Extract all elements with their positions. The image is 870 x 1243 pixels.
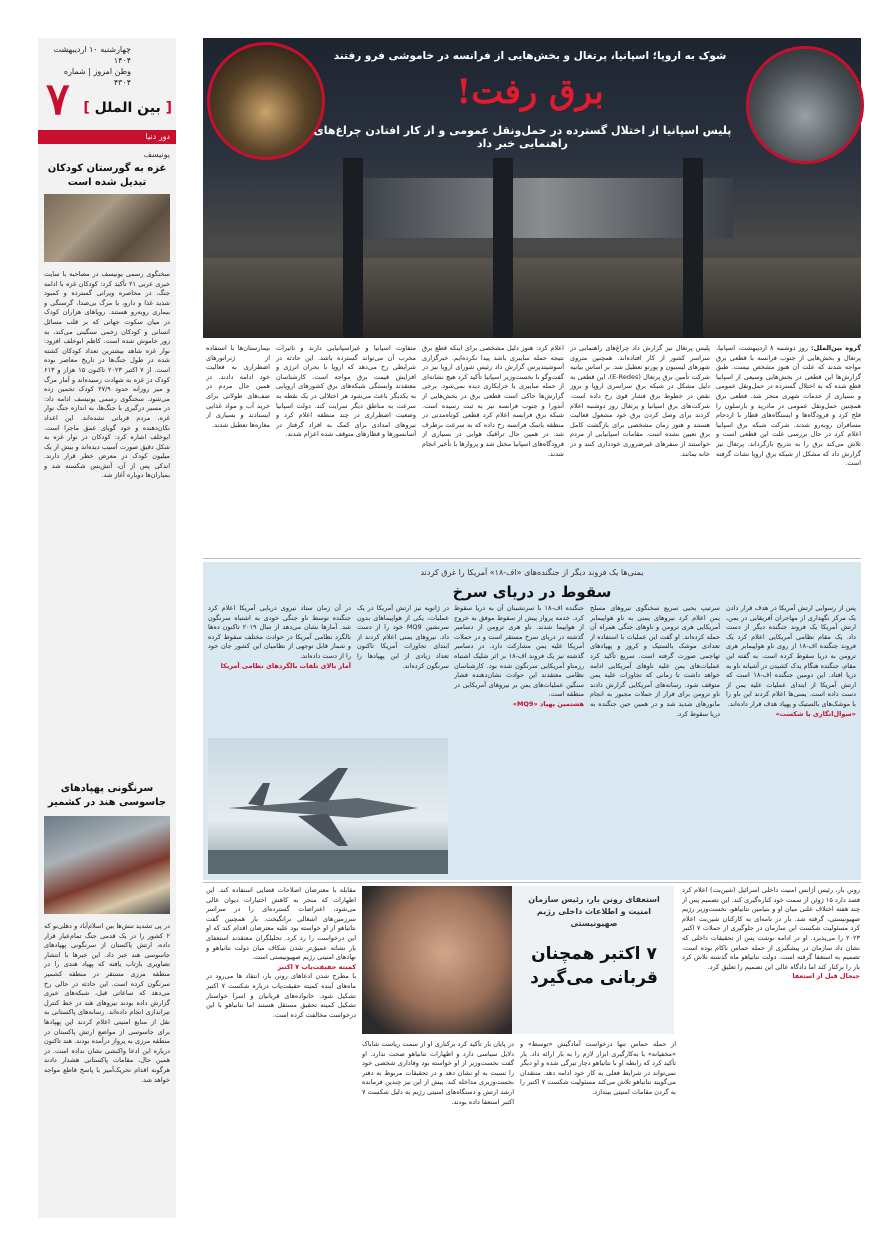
bottom-story-column-3: در پایان بار تأکید کرد برکناری او از سمت ریاست شاباک دلایل سیاسی دارد و اظهارات نتانیاهو صحت ندارد. او گفت نخست‌وزیر از او خواسته بود وفاداری شخصی خود را نسبت به او نشان دهد و در تحقیقات مربوط به دفتر نخست‌وزیری مداخله کند. پیش از این نیز چندین فرمانده ارشد ارتش و دستگاه‌های امنیتی رژیم به دلیل شکست ۷ اکتبر استعفا داده بودند. [362,1040,514,1106]
sidebar-story2-title: سرنگونی پهپادهای جاسوسی هند در کشمیر [47,783,167,808]
mid-story-column-1 [726,604,856,874]
bottom-story-subhead-1: جنجال قبل از استعفا [792,972,860,981]
mid-story-column-1-text: پس از رسوایی ارتش آمریکا در هدف قرار دادن یک مرکز نگهداری از مهاجران آفریقایی در یمن، ارتش آمریکا یک فروند جنگنده دیگر از دست داد. یک مقام نظامی آمریکایی اعلام کرد یک فروند جنگنده اف-۱۸ از روی ناو هواپیمابر هری ترومن به دریا سقوط کرده است. به گفته این مقام، جنگنده هنگام یدک کشیدن در آشیانه ناو به دریا افتاد. این دومین جنگنده اف-۱۸ است که ارتش آمریکا از ابتدای عملیات علیه یمن از دست داده است. یمنی‌ها اعلام کردند این ناو را با موشک‌های بالستیک و پهپاد هدف قرار داده‌اند. [726,604,856,708]
top-story-inset-photo-right [746,46,864,164]
top-story-lead-label: گروه بین‌الملل: [811,344,861,352]
bottom-story-column-4-text: مقابله با معترضان اصلاحات قضایی استفاده کند. این اظهارات که منجر به کاهش اختیارات دیوان عالی می‌شود، اعتراضات گسترده‌ای را در سراسر سرزمین‌های اشغالی برانگیخت. بار همچنین گفت نتانیاهو از او خواسته بود علیه معترضان اقدام کند که او این درخواست را رد کرد. تحلیلگران معتقدند استعفای بار نشانه عمیق‌تر شدن شکاف میان دولت نتانیاهو و نهادهای امنیتی رژیم صهیونیستی است. [206,886,356,962]
sidebar-story1-kicker: یونیسف [143,150,170,159]
issue-number-line: وطن امروز | شماره ۴۳۰۴ [63,67,131,87]
bottom-story-subhead-2: کمیته حقیقت‌یاب ۷ اکتبر [277,962,356,971]
section-title-text: بین الملل [94,100,161,116]
mid-story-column-5-text: در آن زمان ستاد نیروی دریایی آمریکا اعلام کرد جنگنده توسط ناو جنگی خودی به اشتباه سرنگون شد. آمارها نشان می‌دهد از سال ۲۰۱۹ تاکنون ده‌ها بالگرد نظامی آمریکا در حوادث مختلف سقوط کرده و شمار قابل توجهی از نظامیان این کشور جان خود را از دست داده‌اند. [208,604,351,660]
top-story-column-3: اعلام کرد: هنوز دلیل مشخصی برای اینکه قطع برق نتیجه حمله سایبری باشد پیدا نکرده‌ایم. خبرگزاری آسوشیتدپرس گزارش داد رئیس شورای اروپا نیز در گفت‌وگو با نخست‌وزیر اسپانیا تأکید کرد هیچ نشانه‌ای از حمله سایبری یا خرابکاری دیده نمی‌شود. برخی گزارش‌ها حاکی است قطعی برق در بخش‌هایی از آندورا و جنوب فرانسه نیز به ثبت رسیده است. شبکه برق فرانسه اعلام کرد قطعی کوتاه‌مدتی در منطقه باسک فرانسه رخ داده که به سرعت برطرف شد. در همین حال ترافیک هوایی در بسیاری از فرودگاه‌های اسپانیا مختل شد و پروازها با تأخیر انجام شدند. [422,344,564,458]
sidebar-story1-photo [44,194,170,262]
bottom-story-column-1-text: رونن بار، رئیس آژانس امنیت داخلی اسرائیل (شین‌بت) اعلام کرد قصد دارد ۱۵ ژوئن از سمت خود کناره‌گیری کند. این تصمیم پس از چند هفته اختلاف علنی میان او و بنیامین نتانیاهو، نخست‌وزیر رژیم صهیونیستی، گرفته شد. بار در نامه‌ای به کارکنان شین‌بت اعلام کرد مسئولیت شکست این سازمان در جلوگیری از حملات ۷ اکتبر ۲۰۲۳ را می‌پذیرد. او در ادامه نوشت پس از تحقیقات داخلی که نشان داد سازمان در پیشگیری از حمله حماس ناکام بوده است، تصمیم به استعفا گرفته است. دولت نتانیاهو ماه گذشته تلاش کرد بار را برکنار کند اما دادگاه عالی این تصمیم را تعلیق کرد. [682,886,860,971]
mid-story-title: سقوط در دریای سرخ [452,583,612,601]
mid-story-column-3 [454,604,584,874]
mid-story-subhead-1: «سوال‌انگاری یا شکست» [775,709,856,718]
sidebar [38,38,176,1218]
mid-story-column-5 [208,604,351,734]
divider [203,882,861,883]
fighter-jet-photo [208,738,448,874]
page-number: ۷ [46,74,70,125]
portrait-photo [362,886,512,1034]
top-story-column-1-text: روز دوشنبه ۸ اردیبهشت، اسپانیا، پرتغال و بخش‌هایی از جنوب فرانسه با قطعی برق مواجه شدند که علت آن هنوز مشخص نیست. طبق گزارش‌ها این قطعی در بخش‌هایی وسیعی از اسپانیا قطع شده که به اختلال گسترده در حمل‌ونقل عمومی و بسیاری از خدمات شهری منجر شد. قطعی برق همچنین حمل‌ونقل عمومی در مادرید و بارسلون را فلج کرد و فرودگاه‌ها و ایستگاه‌های قطار با ازدحام مسافران روبه‌رو شدند. شرکت شبکه برق اسپانیا اعلام کرد در حال بررسی علت این قطعی است و تلاش می‌کند برق را به تدریج بازگرداند. پرتغال نیز گزارش داد که مشکل از شبکه برق اروپا نشات گرفته است. [716,344,861,468]
mid-story-column-4: در ژانویه نیز ارتش آمریکا در یک عملیات، یکی از هواپیماهای بدون سرنشین MQ9 خود را از دست داد. نیروهای یمنی اعلام کردند از ابتدای تجاوزات آمریکا تاکنون تعداد زیادی از این پهپادها را سرنگون کرده‌اند. [357,604,449,670]
mid-story-subhead-2: هشتمین پهپاد «MQ9» [512,699,584,708]
bottom-story-column-4b-text: با مطرح شدن ادعاهای رونن بار، انتقاد ها می‌رود در ماه‌های آینده کمیته حقیقت‌یاب درباره شکست ۷ اکتبر تشکیل شود. خانواده‌های قربانیان و اسرا خواستار تشکیل کمیته تحقیق مستقل هستند اما نتانیاهو با این درخواست مخالفت کرده است. [206,972,356,1019]
sidebar-story1-title: غزه به گورستان کودکان تبدیل شده است [47,163,167,188]
mid-story-column-3-text: جنگنده اف-۱۸ با سرنشینان آن به دریا سقوط کرد. خدمه پرواز پیش از سقوط موفق به خروج از هواپیما شدند. ناو هری ترومن از دسامبر گذشته در دریای سرخ مستقر است و در حملات آمریکا علیه یمن مشارکت دارد. در دسامبر گذشته نیز یک فروند اف-۱۸ بر اثر شلیک اشتباه رزمناو آمریکایی سرنگون شده بود. کارشناسان نظامی معتقدند این حوادث نشان‌دهنده فشار سنگین عملیات‌های یمن بر نیروهای آمریکایی در منطقه است. [454,604,584,699]
issue-date-line: چهارشنبه ۱۰ اردیبهشت ۱۴۰۴ [53,45,131,65]
sidebar-story1-body: سخنگوی رسمی یونیسف در مصاحبه با سایت خبری عربی ۲۱ تأکید کرد: کودکان غزه با ادامه جنگ، در محاصره ویرانی گسترده و کمبود شدید غذا و دارو، با مرگ بی‌صدا، گرسنگی و بیماری روبه‌رو هستند. رویاهای هزاران کودک در میان سکوت جهانی که بر قلب مسائل انسانی و کودکان زخمی سنگینی می‌کند، به زور خاموش شده است. کاظم ابوخلف افزود: نوار غزه شاهد بیشترین تعداد کودکان کشته شده در طول جنگ‌ها در تاریخ معاصر بوده است. از ۷ اکتبر ۲۰۲۳ تاکنون ۱۵ هزار و ۶۱۳ کودک در غزه به شهادت رسیده‌اند و آمار مرگ و میر روزانه حدود ۲۷/۹ کودک تخمین زده می‌شود. سخنگوی رسمی یونیسف ادامه داد: در مسیر درگیری با جنگ‌ها، به اندازه جنگ نوار غزه، مردم قربانی نشده‌اند. این اعداد نکان‌دهنده و خود گویای عمق ماجرا است. ابوخلف اشاره کرد: کودکان در نوار غزه به شکل دقیق صورت آسیب دیده‌اند و بیش از یک میلیون کودک در معرض خطر قرار دارند. اندکی پس از آن، آتش‌بس شکسته شد و بمباران‌ها دوباره آغاز شد. [44,270,170,480]
section-title: [ بین الملل ] [83,100,172,116]
bottom-story-kicker: استعفای رونن بار، رئیس سازمان امنیت و اطلاعات داخلی رژیم صهیونیستی [528,895,660,928]
mid-story-column-2: سرتیپ یحیی سریع سخنگوی نیروهای مسلح یمن اعلام کرد نیروهای یمنی به ناو هواپیمابر آمریکایی هری ترومن و ناوهای جنگی همراه آن حمله کرده‌اند. او گفت این عملیات با استفاده از تعدادی موشک بالستیک و کروز و پهپادهای تهاجمی صورت گرفته است. سریع تأکید کرد عملیات‌های یمن علیه ناوهای آمریکایی ادامه خواهد داشت تا زمانی که تجاوزات علیه یمن متوقف شود. رسانه‌های آمریکایی گزارش دادند ناو ترومن برای فرار از حملات مجبور به انجام مانورهای شدید شد و در همین حین جنگنده به دریا سقوط کرد. [590,604,720,718]
top-story-column-1 [716,344,861,556]
top-story-subtitle: پلیس اسپانیا از اختلال گسترده در حمل‌ونقل عمومی و از کار افتادن چراغ‌های راهنمایی خبر داد [313,124,732,150]
section-tag: دور دنیا [38,130,176,144]
divider [203,558,861,559]
bottom-story-column-4 [206,886,356,1214]
top-story-column-4: متفاوت اسپانیا و غیراسپانیایی دارند و تاثیرات مخرب آن می‌تواند گسترده باشد. این حادثه در شرایطی رخ می‌دهد که اروپا با بحران انرژی و افزایش قیمت برق مواجه است. کارشناسان معتقدند وابستگی شبکه‌های برق کشورهای اروپایی به یکدیگر باعث می‌شود هر اختلالی در یک نقطه به سرعت به مناطق دیگر سرایت کند. دولت اسپانیا وضعیت اضطراری در چند منطقه اعلام کرد و نیروهای امدادی برای کمک به افراد گرفتار در آسانسورها و قطارهای متوقف شده اعزام شدند. [276,344,416,439]
top-story-inset-photo-left [207,42,325,160]
mid-story-subhead-3: آمار بالای تلفات بالگردهای نظامی آمریکا [220,661,351,670]
top-story-title: برق رفت! [456,72,604,112]
mid-story-kicker: یمنی‌ها یک فروند دیگر از جنگنده‌های «اف-۱۸» آمریکا را غرق کردند [420,568,644,577]
top-story-kicker: شوک به اروپا؛ اسپانیا، پرتغال و بخش‌هایی از فرانسه در خاموشی فرو رفتند [333,50,727,62]
sidebar-story2-body: در پی تشدید تنش‌ها بین اسلام‌آباد و دهلی‌نو که ۲ کشور را در یک قدمی جنگ تمام‌عیار قرار داده، ارتش پاکستان از سرنگونی پهپادهای جاسوسی هند خبر داد. این خبرها با انتشار تصاویری بازتاب یافته که پهپاد هندی را در منطقه مرزی مستقر در منطقه کشمیر سرنگون کرده است. این حادثه در حالی رخ می‌دهد که ساعاتی قبل، شبکه‌های خبری گزارش داده بودند نیروهای هند در خط کنترل تیراندازی انجام داده‌اند. رسانه‌های پاکستانی به نقل از منابع امنیتی اعلام کردند این پهپادها برای جاسوسی از مواضع ارتش پاکستان در منطقه مرزی به پرواز درآمده بودند. هند تاکنون درباره این ادعا واکنشی نشان نداده است. در همین حال، مقامات پاکستانی هشدار دادند هرگونه اقدام تحریک‌آمیز با پاسخ قاطع مواجه خواهد شد. [44,922,170,1084]
top-story-column-2: پلیس پرتغال نیز گزارش داد چراغ‌های راهنمایی در سراسر کشور از کار افتاده‌اند. همچنین متروی شهرهای لیسبون و پورتو تعطیل شد. بر اساس بیانیه شرکت تأمین برق پرتغال (E-Redes)، این قطعی به دلیل مشکل در شبکه برق سراسری اروپا و بروز نقص در خطوط برق فشار قوی رخ داده است. شرکت‌های برق اسپانیا و پرتغال روز دوشنبه اعلام کردند برای وصل کردن برق خود مشغول فعالیت هستند و هنوز زمان مشخصی برای بازگشت کامل برق تعیین نشده است. مقامات اسپانیایی از مردم خواستند از سفرهای غیرضروری خودداری کنند و در خانه بمانند. [570,344,710,458]
bottom-story-title: ۷ اکتبر همچنان قربانی می‌گیرد [530,944,658,988]
sidebar-story2-photo [44,816,170,914]
bottom-story-column-1 [682,886,860,1214]
top-story-column-5: بیمارستان‌ها با استفاده از ژنراتورهای اضطراری به فعالیت خود ادامه دادند. در همین حال مردم در صف‌های طولانی برای خرید آب و مواد غذایی ایستادند و بسیاری از مغازه‌ها تعطیل شدند. [206,344,270,429]
bottom-story-column-2: از حمله حماس تنها درخواست آمادگیش «توسط» و «مخفیانه» با به‌کارگیری ابزار لازم را به بار ارائه داد. بار تأکید کرد که رابطه او با نتانیاهو دچار تیرگی شده و او دیگر نمی‌تواند در شرایط فعلی به کار خود ادامه دهد. منتقدان می‌گویند نتانیاهو تلاش می‌کند مسئولیت شکست ۷ اکتبر را به گردن مقامات امنیتی بیندازد. [520,1040,676,1096]
